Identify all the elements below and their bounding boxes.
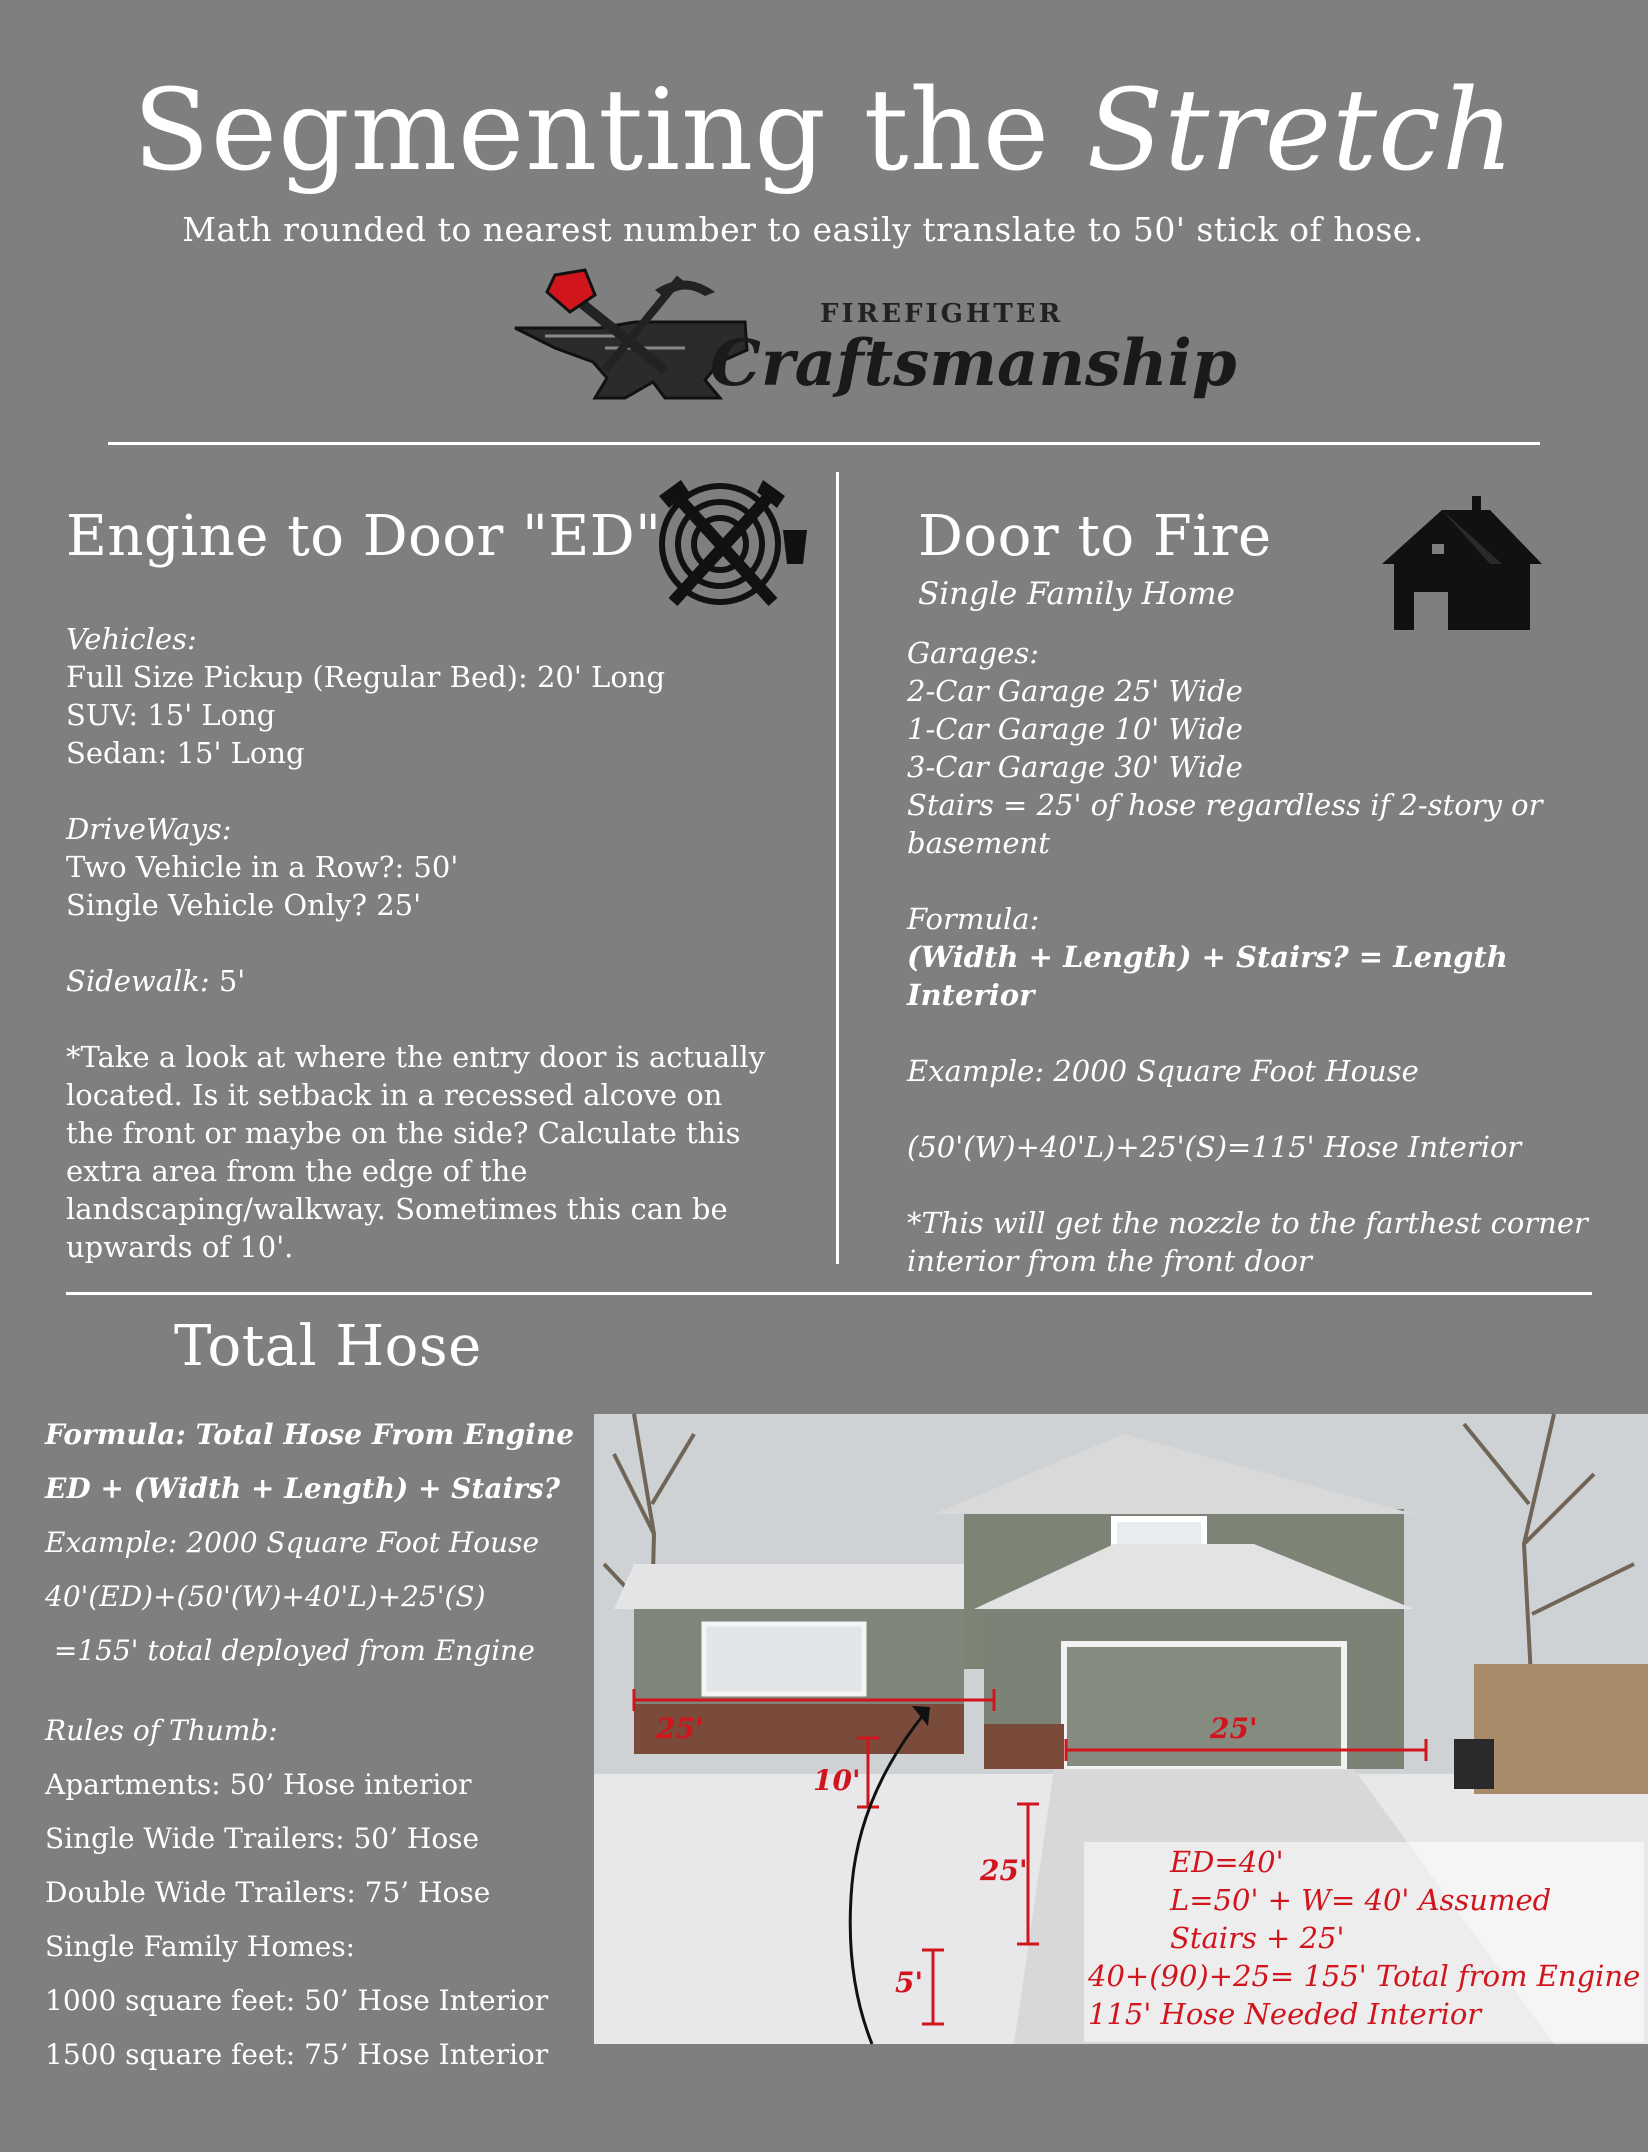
example-line: Example: 2000 Square Foot House — [45, 1526, 540, 1559]
note-line: *This will get the nozzle to the farthest corner — [907, 1206, 1588, 1240]
engine-to-door-content — [66, 620, 766, 1266]
example-line: 40'(ED)+(50'(W)+40'L)+25'(S) — [45, 1580, 486, 1613]
driveway-item: Single Vehicle Only? 25' — [66, 888, 422, 922]
vehicle-item: Sedan: 15' Long — [66, 736, 305, 770]
vehicles-label: Vehicles: — [66, 622, 197, 656]
rule-item: Double Wide Trailers: 75’ Hose — [45, 1876, 491, 1909]
rule-item: Single Wide Trailers: 50’ Hose — [45, 1822, 480, 1855]
firefighter-craftsmanship-logo — [515, 270, 1237, 420]
overlay-line: 115' Hose Needed Interior — [1088, 1997, 1482, 2031]
garage-item: Stairs = 25' of hose regardless if 2-story or — [907, 788, 1543, 822]
example-calc: (50'(W)+40'L)+25'(S)=115' Hose Interior — [907, 1130, 1522, 1164]
sidewalk-value: 5' — [209, 964, 246, 998]
photo-overlay-text — [1088, 1843, 1640, 2033]
rule-item: Single Family Homes: — [45, 1930, 356, 1963]
note-line: interior from the front door — [907, 1244, 1312, 1278]
rule-item: 1000 square feet: 50’ Hose Interior — [45, 1984, 549, 2017]
overlay-line: L=50' + W= 40' Assumed — [1170, 1883, 1552, 1917]
note-line: landscaping/walkway. Sometimes this can be — [66, 1192, 728, 1226]
rule-item: 1500 square feet: 75’ Hose Interior — [45, 2038, 549, 2071]
garage-item: 2-Car Garage 25' Wide — [907, 674, 1243, 708]
vehicle-item: Full Size Pickup (Regular Bed): 20' Long — [66, 660, 666, 694]
overlay-line: ED=40' — [1170, 1845, 1284, 1879]
crossed-axes-icon — [655, 478, 810, 610]
rule-item: Apartments: 50’ Hose interior — [45, 1768, 472, 1801]
note-line: the front or maybe on the side? Calculate this — [66, 1116, 741, 1150]
formula-text: (Width + Length) + Stairs? = Length Interior — [907, 940, 1508, 1012]
measure-label-right-25: 25' — [1210, 1712, 1258, 1745]
garages-label: Garages: — [907, 636, 1039, 670]
measure-label-stair-25: 25' — [980, 1854, 1028, 1887]
door-to-fire-content — [907, 634, 1627, 1280]
note-line: upwards of 10'. — [66, 1230, 294, 1264]
vehicle-item: SUV: 15' Long — [66, 698, 276, 732]
garage-item: basement — [907, 826, 1050, 860]
house-icon — [1380, 494, 1545, 638]
total-hose-content — [45, 1408, 605, 2082]
section-heading-engine-to-door: Engine to Door "ED" — [66, 504, 662, 569]
formula-line: Formula: Total Hose From Engine — [45, 1418, 575, 1451]
column-divider — [836, 472, 839, 1264]
note-line: located. Is it setback in a recessed alcove on — [66, 1078, 723, 1112]
page-subtitle: Math rounded to nearest number to easily translate to 50' stick of hose. — [182, 210, 1424, 249]
section-heading-total-hose: Total Hose — [174, 1314, 482, 1379]
garage-item: 3-Car Garage 30' Wide — [907, 750, 1243, 784]
door-to-fire-subheading: Single Family Home — [918, 576, 1235, 612]
example-line: =155' total deployed from Engine — [45, 1634, 535, 1667]
garage-item: 1-Car Garage 10' Wide — [907, 712, 1243, 746]
formula-line: ED + (Width + Length) + Stairs? — [45, 1472, 561, 1505]
note-line: extra area from the edge of the — [66, 1154, 528, 1188]
overlay-line: Stairs + 25' — [1170, 1921, 1345, 1955]
driveway-item: Two Vehicle in a Row?: 50' — [66, 850, 459, 884]
logo-top-text: FIREFIGHTER — [820, 299, 1064, 329]
top-divider — [108, 442, 1540, 445]
title-main: Segmenting the — [132, 66, 1087, 196]
measure-label-5: 5' — [895, 1966, 924, 1999]
section-heading-door-to-fire: Door to Fire — [918, 504, 1272, 569]
formula-label: Formula: — [907, 902, 1040, 936]
page-title — [0, 66, 1648, 196]
driveways-label: DriveWays: — [66, 812, 232, 846]
sidewalk-line — [66, 962, 766, 1000]
overlay-line: 40+(90)+25= 155' Total from Engine — [1088, 1959, 1641, 1993]
bottom-divider — [66, 1292, 1592, 1295]
logo-script-text: Craftsmanship — [710, 326, 1237, 401]
measure-label-10: 10' — [813, 1764, 861, 1797]
sidewalk-label: Sidewalk: — [66, 964, 210, 998]
measure-label-left-25: 25' — [656, 1712, 704, 1745]
example-text: Example: 2000 Square Foot House — [907, 1054, 1419, 1088]
rules-label: Rules of Thumb: — [45, 1714, 278, 1747]
title-emphasis: Stretch — [1086, 66, 1516, 196]
note-line: *Take a look at where the entry door is actually — [66, 1040, 766, 1074]
